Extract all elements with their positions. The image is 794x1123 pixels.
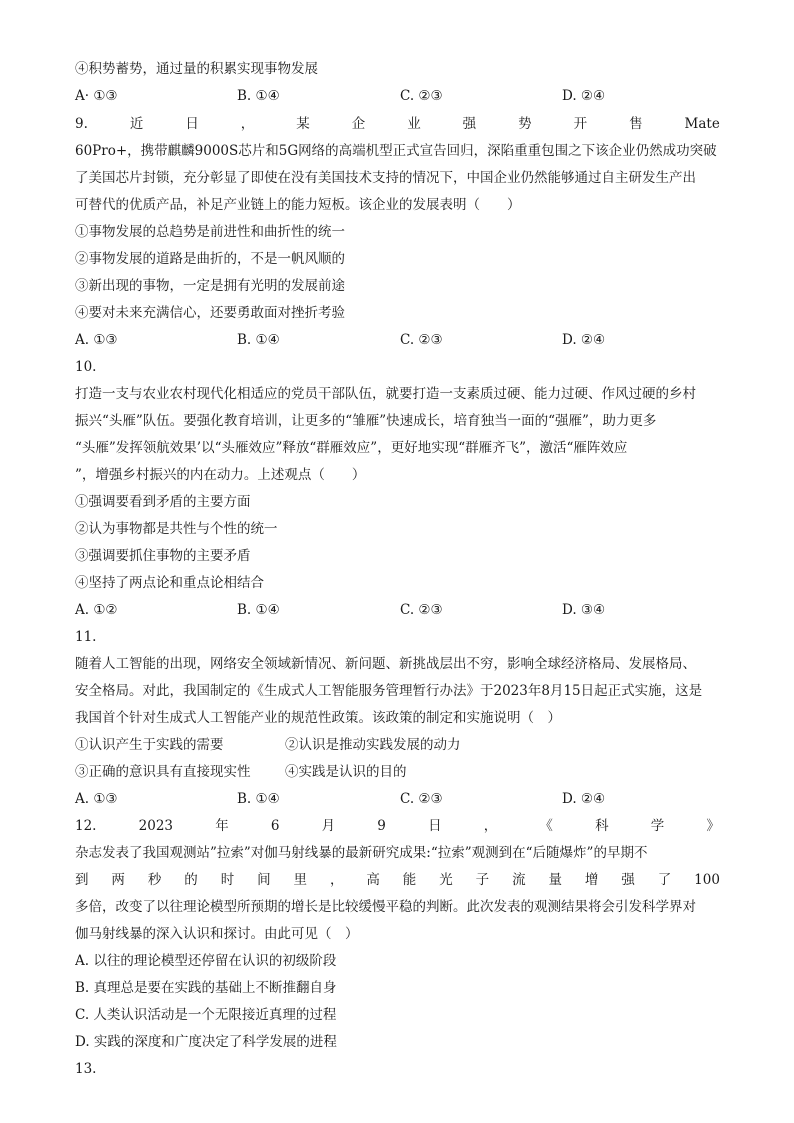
q12-word: ， bbox=[483, 818, 498, 834]
q9-number: 9. bbox=[75, 116, 88, 132]
q12-word: 《 bbox=[539, 818, 553, 834]
q9-stem-line: 可替代的优质产品，补足产业链上的能力短板。该企业的发展表明（ ） bbox=[75, 197, 521, 213]
q9-word: 近 bbox=[129, 116, 144, 132]
q12-word: 高 bbox=[366, 872, 380, 888]
q10-statement-3: ③强调要抓住事物的主要矛盾 bbox=[75, 548, 251, 564]
q12-stem-line: 伽马射线暴的深入认识和探讨。由此可见（ ） bbox=[75, 926, 359, 942]
q10-stem-line: 打造一支与农业农村现代化相适应的党员干部队伍，就要打造一支素质过硬、能力过硬、作风过硬的乡村 bbox=[75, 386, 696, 402]
q9-word: 某 bbox=[296, 116, 310, 132]
q9-option-c: C. ②③ bbox=[400, 332, 443, 348]
q9-word: 势 bbox=[518, 116, 532, 132]
q12-word: 强 bbox=[621, 872, 635, 888]
q12-word: 到 bbox=[75, 872, 89, 888]
q10-option-a: A. ①② bbox=[75, 602, 118, 618]
q10-stem-line: “头雁”发挥领航效果’以“头雁效应”释放“群雁效应”，更好地实现“群雁齐飞”，激活“雁阵效应 bbox=[75, 440, 628, 456]
q12-first-line bbox=[75, 816, 720, 836]
q10-option-c: C. ②③ bbox=[400, 602, 443, 618]
q12-word: 学 bbox=[650, 818, 665, 834]
q11-stem-line: 安全格局。对此，我国制定的《生成式人工智能服务管理暂行办法》于2023年8月15日起正式实施，这是 bbox=[75, 683, 703, 699]
q10-statement-1: ①强调要看到矛盾的主要方面 bbox=[75, 494, 251, 510]
q12-word: 光 bbox=[439, 872, 453, 888]
q8-option-d: D. ②④ bbox=[562, 88, 606, 104]
q12-word: 2023 bbox=[138, 818, 174, 834]
q12-word: 科 bbox=[595, 818, 609, 834]
q10-stem-line: 振兴“头雁”队伍。要强化教育培训，让更多的“雏雁”快速成长，培育独当一面的“强雁”，助力更多 bbox=[75, 413, 657, 429]
q12-word: ， bbox=[329, 872, 344, 888]
q12-word: 时 bbox=[220, 872, 235, 888]
q9-option-a: A. ①③ bbox=[75, 332, 118, 348]
q9-word: ， bbox=[240, 116, 255, 132]
q8-statement-4: ④积势蓄势，通过量的积累实现事物发展 bbox=[75, 61, 318, 77]
q12-word: 的 bbox=[184, 872, 198, 888]
q12-word: 了 bbox=[657, 872, 672, 888]
q8-option-b: B. ①④ bbox=[237, 88, 280, 104]
q12-word: 子 bbox=[475, 872, 490, 888]
q9-word: Mate bbox=[684, 116, 720, 132]
q10-stem-line: ”，增强乡村振兴的内在动力。上述观点（ ） bbox=[75, 467, 366, 483]
q9-stem-line: 了美国芯片封锁，充分彰显了即使在没有美国技术支持的情况下，中国企业仍然能够通过自主研发生产出 bbox=[75, 170, 696, 186]
q12-word: 9 bbox=[377, 818, 386, 834]
q12-word: 6 bbox=[270, 818, 280, 834]
q8-option-a: A· ①③ bbox=[75, 88, 118, 104]
q9-word: 企 bbox=[351, 116, 366, 132]
q9-statement-4: ④要对未来充满信心，还要勇敢面对挫折考验 bbox=[75, 305, 345, 321]
q12-word: 里 bbox=[293, 872, 308, 888]
q11-number: 11. bbox=[75, 629, 97, 645]
q10-statement-2: ②认为事物都是共性与个性的统一 bbox=[75, 521, 278, 537]
q12-word: 12. bbox=[75, 818, 97, 834]
q9-first-line bbox=[75, 114, 720, 134]
q9-word: 开 bbox=[573, 116, 588, 132]
q11-option-d: D. ②④ bbox=[562, 791, 606, 807]
q12-word: 能 bbox=[402, 872, 417, 888]
q9-word: 业 bbox=[407, 116, 421, 132]
q10-options bbox=[75, 600, 720, 620]
q12-word: 两 bbox=[111, 872, 125, 888]
q12-option-b: B. 真理总是要在实践的基础上不断推翻自身 bbox=[75, 980, 337, 996]
q12-word: 月 bbox=[321, 818, 336, 834]
q11-option-b: B. ①④ bbox=[237, 791, 280, 807]
q11-statement-1: ①认识产生于实践的需要 bbox=[75, 737, 224, 753]
q10-option-b: B. ①④ bbox=[237, 602, 280, 618]
q9-statement-2: ②事物发展的道路是曲折的，不是一帆风顺的 bbox=[75, 251, 345, 267]
q9-statement-1: ①事物发展的总趋势是前进性和曲折性的统一 bbox=[75, 224, 345, 240]
q12-word: 流 bbox=[512, 872, 526, 888]
q9-option-d: D. ②④ bbox=[562, 332, 606, 348]
q9-options bbox=[75, 330, 720, 350]
q11-statement-2: ②认识是推动实践发展的动力 bbox=[285, 737, 461, 753]
q12-option-a: A. 以往的理论模型还停留在认识的初级阶段 bbox=[75, 953, 337, 969]
q8-option-c: C. ②③ bbox=[400, 88, 443, 104]
q12-word: 量 bbox=[548, 872, 562, 888]
q10-statement-4: ④坚持了两点论和重点论相结合 bbox=[75, 575, 264, 591]
q11-options bbox=[75, 789, 720, 809]
q13-number: 13. bbox=[75, 1061, 97, 1077]
q12-third-line bbox=[75, 870, 720, 890]
q11-statement-3: ③正确的意识具有直接现实性 bbox=[75, 764, 251, 780]
q11-statement-4: ④实践是认识的目的 bbox=[285, 764, 407, 780]
q12-option-c: C. 人类认识活动是一个无限接近真理的过程 bbox=[75, 1007, 337, 1023]
q11-option-a: A. ①③ bbox=[75, 791, 118, 807]
q10-option-d: D. ③④ bbox=[562, 602, 606, 618]
q12-stem-line: 杂志发表了我国观测站”拉索”对伽马射线暴的最新研究成果:“拉索”观测到在“后随爆炸”的早期不 bbox=[75, 845, 648, 861]
q11-stem-line: 随着人工智能的出现，网络安全领域新情况、新问题、新挑战层出不穷，影响全球经济格局、发展格局、 bbox=[75, 656, 696, 672]
q8-options bbox=[75, 86, 720, 106]
q12-word: 日 bbox=[428, 818, 442, 834]
q10-number: 10. bbox=[75, 359, 97, 375]
q11-stem-line: 我国首个针对生成式人工智能产业的规范性政策。该政策的制定和实施说明（ ） bbox=[75, 710, 561, 726]
q12-word: 100 bbox=[694, 872, 720, 888]
q9-word: 日 bbox=[185, 116, 199, 132]
q11-statement-row bbox=[75, 735, 720, 755]
q12-word: 》 bbox=[706, 818, 720, 834]
q12-stem-line: 多倍，改变了以往理论模型所预期的增长是比较缓慢平稳的判断。此次发表的观测结果将会引发科学界对 bbox=[75, 899, 696, 915]
q9-stem-line: 60Pro+，携带麒麟9000S芯片和5G网络的高端机型正式宣告回归，深陷重重包围之下该企业仍然成功突破 bbox=[75, 143, 717, 159]
q12-option-d: D. 实践的深度和广度决定了科学发展的进程 bbox=[75, 1034, 337, 1050]
q9-option-b: B. ①④ bbox=[237, 332, 280, 348]
q11-option-c: C. ②③ bbox=[400, 791, 443, 807]
q12-word: 增 bbox=[584, 872, 599, 888]
q9-word: 售 bbox=[629, 116, 643, 132]
q12-word: 秒 bbox=[147, 872, 162, 888]
q9-word: 强 bbox=[462, 116, 477, 132]
q12-word: 年 bbox=[215, 818, 229, 834]
q9-statement-3: ③新出现的事物，一定是拥有光明的发展前途 bbox=[75, 278, 345, 294]
q11-statement-row bbox=[75, 762, 720, 782]
q12-word: 间 bbox=[257, 872, 271, 888]
